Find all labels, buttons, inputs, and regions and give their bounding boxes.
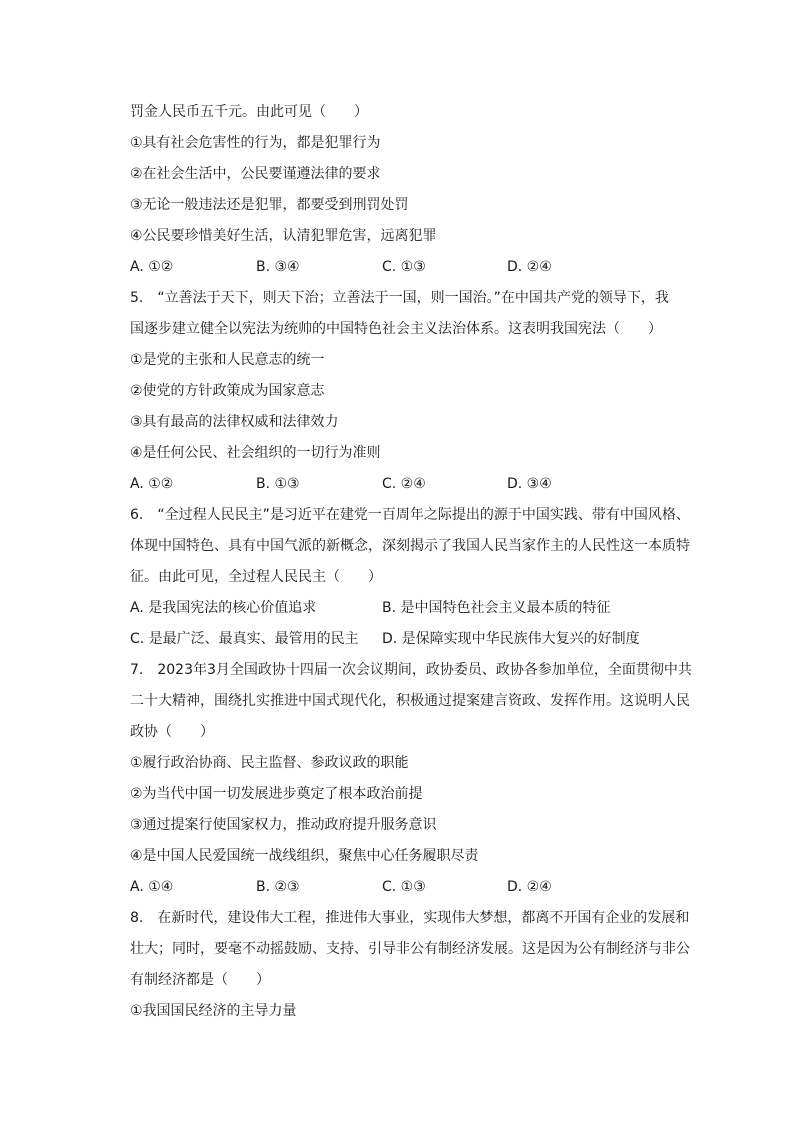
q6-option-c: C. 是最广泛、最真实、最管用的民主 [130,631,359,647]
q5-statement-2: ②使党的方针政策成为国家意志 [130,383,325,399]
q7-stem-line-1: 7. 2023年3月全国政协十四届一次会议期间，政协委员、政协各参加单位，全面贯彻中共 [130,662,692,678]
q7-statement-4: ④是中国人民爱国统一战线组织，聚焦中心任务履职尽责 [130,848,479,864]
q5-option-a: A. ①② [130,476,174,492]
q4-statement-2: ②在社会生活中，公民要谨遵法律的要求 [130,166,381,182]
q4-option-c: C. ①③ [382,259,426,275]
q6-stem-line-2: 体现中国特色、具有中国气派的新概念，深刻揭示了我国人民当家作主的人民性这一本质特 [130,538,690,554]
q6-option-b: B. 是中国特色社会主义最本质的特征 [382,600,611,616]
q4-option-a: A. ①② [130,259,174,275]
q8-stem-line-3: 有制经济都是（ ） [130,972,270,988]
q7-stem-line-2: 二十大精神，围绕扎实推进中国式现代化，积极通过提案建言资政、发挥作用。这说明人民 [130,693,690,709]
q5-stem-line-1: 5. “立善法于天下，则天下治；立善法于一国，则一国治。”在中国共产党的领导下，我 [130,290,669,306]
q5-statement-4: ④是任何公民、社会组织的一切行为准则 [130,445,381,461]
q6-stem-line-1: 6. “全过程人民民主”是习近平在建党一百周年之际提出的源于中国实践、带有中国风格、 [130,507,690,523]
q6-stem-line-3: 征。由此可见，全过程人民民主（ ） [130,569,382,585]
q7-options [130,879,690,895]
q4-statement-3: ③无论一般违法还是犯罪，都要受到刑罚处罚 [130,197,409,213]
q5-stem-line-2: 国逐步建立健全以宪法为统帅的中国特色社会主义法治体系。这表明我国宪法（ ） [130,321,662,337]
q6-option-a: A. 是我国宪法的核心价值追求 [130,600,317,616]
q6-options-row-1 [130,600,690,616]
q5-option-b: B. ①③ [256,476,300,492]
q7-option-d: D. ②④ [507,879,552,895]
q5-option-d: D. ③④ [507,476,552,492]
q7-statement-1: ①履行政治协商、民主监督、参政议政的职能 [130,755,409,771]
q4-stem-tail: 罚金人民币五千元。由此可见（ ） [130,104,368,120]
q8-statement-1: ①我国国民经济的主导力量 [130,1003,297,1019]
q7-option-b: B. ②③ [256,879,300,895]
q8-stem-line-1: 8. 在新时代，建设伟大工程，推进伟大事业，实现伟大梦想，都离不开国有企业的发展和 [130,910,690,926]
q7-statement-2: ②为当代中国一切发展进步奠定了根本政治前提 [130,786,423,802]
q5-option-c: C. ②④ [382,476,426,492]
q4-option-b: B. ③④ [256,259,300,275]
q8-stem-line-2: 壮大；同时，要毫不动摇鼓励、支持、引导非公有制经济发展。这是因为公有制经济与非公 [130,941,690,957]
q7-option-a: A. ①④ [130,879,174,895]
q4-options [130,259,690,275]
q7-statement-3: ③通过提案行使国家权力，推动政府提升服务意识 [130,817,437,833]
q5-options [130,476,690,492]
q6-option-d: D. 是保障实现中华民族伟大复兴的好制度 [382,631,640,647]
q4-statement-4: ④公民要珍惜美好生活，认清犯罪危害，远离犯罪 [130,228,437,244]
q6-options-row-2 [130,631,690,647]
q7-option-c: C. ①③ [382,879,426,895]
q5-statement-3: ③具有最高的法律权威和法律效力 [130,414,339,430]
q7-stem-line-3: 政协（ ） [130,724,214,740]
q5-statement-1: ①是党的主张和人民意志的统一 [130,352,325,368]
q4-option-d: D. ②④ [507,259,552,275]
q4-statement-1: ①具有社会危害性的行为，都是犯罪行为 [130,135,381,151]
